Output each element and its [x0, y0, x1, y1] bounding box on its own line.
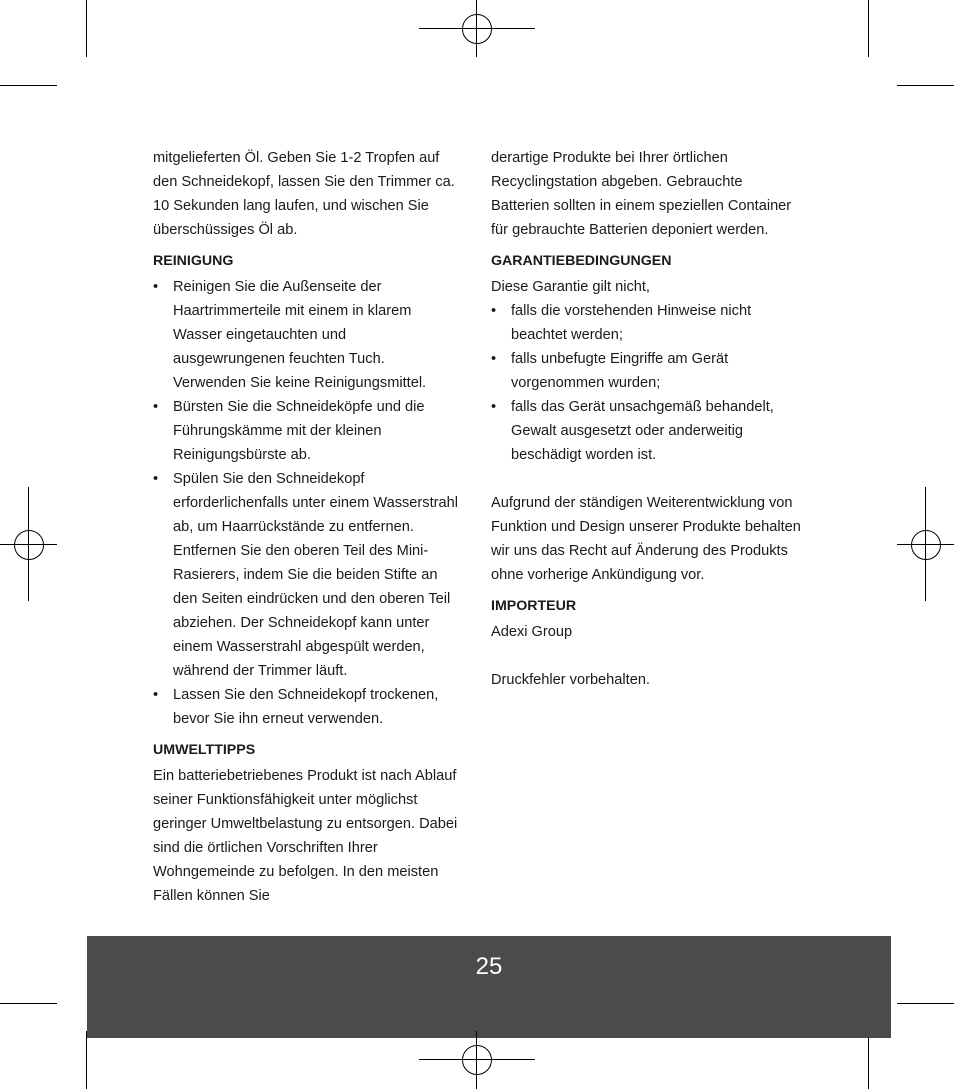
- misprint-notice: Druckfehler vorbehalten.: [491, 672, 650, 688]
- crop-mark: [0, 85, 57, 86]
- cleaning-list: [153, 275, 458, 731]
- list-item: • Spülen Sie den Schneidekopf erforderlichenfalls unter einem Wasserstrahl ab, um Haarrückstände zu entfernen. Entfernen Sie den oberen Teil des Mini-Rasierers, indem Sie die beiden Stifte an den Seiten eindrücken und den oberen Teil abziehen. Der Schneidekopf kann unter einem Wasserstrahl abgespült werden, während der Trimmer läuft.: [153, 467, 458, 683]
- environment-text-continued: derartige Produkte bei Ihrer örtlichen Recyclingstation abgeben. Gebrauchte Batterien sollten in einem speziellen Container für gebrauchte Batterien deponiert werden.: [491, 150, 792, 238]
- warranty-list: [491, 299, 801, 467]
- list-item: • falls die vorstehenden Hinweise nicht beachtet werden;: [491, 299, 801, 347]
- importer-heading: IMPORTEUR: [491, 598, 577, 614]
- design-notice: Aufgrund der ständigen Weiterentwicklung von Funktion und Design unserer Produkte behalten wir uns das Recht auf Änderung des Produkts ohne vorherige Ankündigung vor.: [491, 495, 801, 583]
- right-column: [491, 146, 801, 692]
- list-item: • falls das Gerät unsachgemäß behandelt, Gewalt ausgesetzt oder anderweitig beschädigt worden ist.: [491, 395, 801, 467]
- registration-mark-circle: [462, 14, 492, 44]
- registration-mark-circle: [14, 530, 44, 560]
- environment-heading: UMWELTTIPPS: [153, 742, 256, 758]
- crop-mark: [0, 1003, 57, 1004]
- warranty-intro: Diese Garantie gilt nicht,: [491, 279, 650, 295]
- crop-mark: [868, 1031, 869, 1089]
- crop-mark: [86, 0, 87, 57]
- environment-text: Ein batteriebetriebenes Produkt ist nach Ablauf seiner Funktionsfähigkeit unter möglichst geringer Umweltbelastung zu entsorgen. Dabei sind die örtlichen Vorschriften Ihrer Wohngemeinde zu befolgen. In den meisten Fällen können Sie: [153, 768, 458, 904]
- importer-name: Adexi Group: [491, 624, 573, 640]
- cleaning-heading: REINIGUNG: [153, 253, 234, 269]
- registration-mark-circle: [911, 530, 941, 560]
- spacer: [491, 644, 801, 668]
- crop-mark: [86, 1031, 87, 1089]
- oil-instructions-text: mitgelieferten Öl. Geben Sie 1-2 Tropfen auf den Schneidekopf, lassen Sie den Trimmer ca. 10 Sekunden lang laufen, und wischen Sie überschüssiges Öl ab.: [153, 150, 455, 238]
- warranty-heading: GARANTIEBEDINGUNGEN: [491, 253, 672, 269]
- crop-mark: [897, 85, 954, 86]
- crop-mark: [868, 0, 869, 57]
- registration-mark-circle: [462, 1045, 492, 1075]
- page-number: 25: [475, 953, 503, 980]
- crop-mark: [897, 1003, 954, 1004]
- spacer: [491, 467, 801, 491]
- list-item: • falls unbefugte Eingriffe am Gerät vorgenommen wurden;: [491, 347, 801, 395]
- left-column: [153, 146, 458, 908]
- footer-band: [87, 936, 891, 1038]
- list-item: • Reinigen Sie die Außenseite der Haartrimmerteile mit einem in klarem Wasser eingetauchten und ausgewrungenen feuchten Tuch. Verwenden Sie keine Reinigungsmittel.: [153, 275, 458, 395]
- list-item: • Lassen Sie den Schneidekopf trockenen, bevor Sie ihn erneut verwenden.: [153, 683, 458, 731]
- list-item: • Bürsten Sie die Schneideköpfe und die Führungskämme mit der kleinen Reinigungsbürste ab.: [153, 395, 458, 467]
